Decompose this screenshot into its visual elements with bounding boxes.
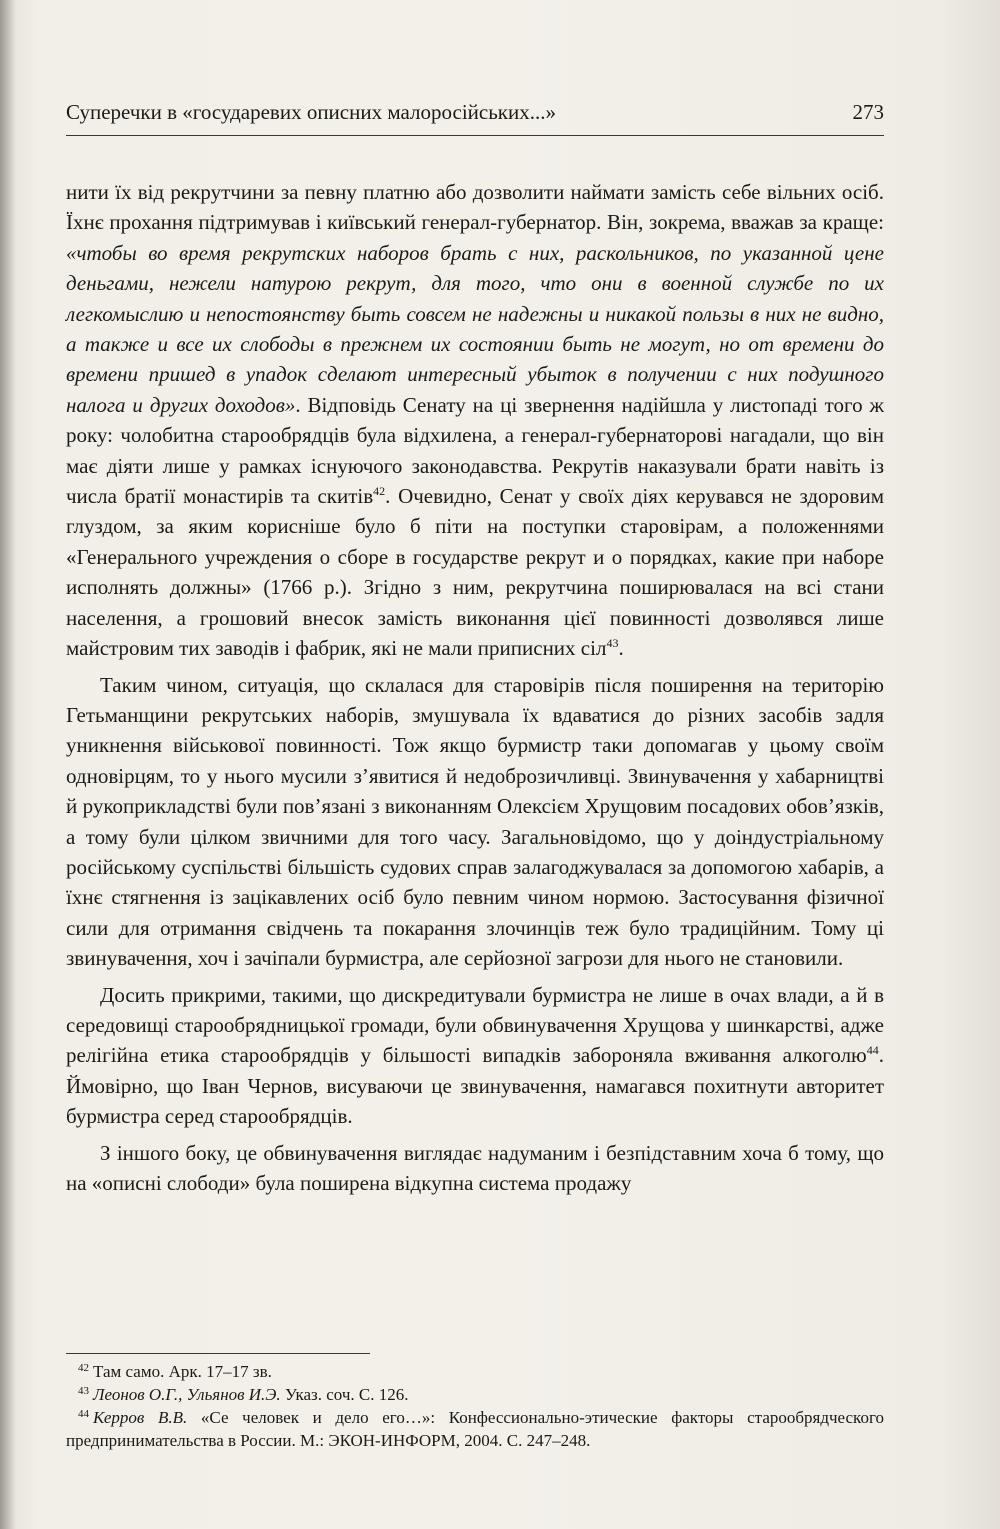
page-spine-shadow [0, 0, 16, 1529]
paragraph-1: нити їх від рекрутчини за певну платню або дозволити наймати замість себе вільних осіб. Їхнє прохання підтримував і київський генерал-губернатор. Він, зокрема, вважав за краще: «чтобы во время рекрутских наборов брать с них, раскольников, по указанной цене деньгами, нежели натурою рекрут, для того, что они в военной службе по их легкомыслию и непостоянству быть совсем не надежны и никакой пользы в них не видно, а также и все их слободы в прежнем их состоянии быть не могут, но от времени до времени пришед в упадок сделают интересный убыток в получении с них подушного налога и других доходов». Відповідь Сенату на ці звернення надійшла у листопаді того ж року: чолобитна старообрядців була відхилена, а генерал-губернаторові нагадали, що він має діяти лише у рамках існуючого законодавства. Рекрутів наказували брати навіть із числа братії монастирів та скитів$^{42}$. Очевидно, Сенат у своїх діях керувався не здоровим глуздом, за яким кориснішe було б піти на поступки старовірам, а положеннями «Генерального учреждения о сборе в государстве рекрут и о порядках, какие при наборе исполнять должны» (1766 р.). Згідно з ним, рекрутчина поширювалася на всі стани населення, а грошовий внесок замість виконання цієї повинності дозволявся лише майстровим тих заводів і фабрик, які не мали приписних сіл$^{43}$. [66, 180, 884, 661]
paragraph-4: З іншого боку, це обвинувачення виглядає надуманим і безпідставним хоча б тому, що на «описні слободи» була поширена відкупна система продажу [66, 1140, 884, 1195]
paragraph-3: Досить прикрими, такими, що дискредитували бурмистра не лише в очах влади, а й в середовищі старообрядницької громади, були обвинувачення Хрущова у шинкарстві, адже релігійна етика старообрядців у більшості випадків забороняла вживання алкоголю$^{44}$. Ймовірно, що Іван Чернов, висуваючи це звинувачення, намагався похитнути авторитет бурмистра серед старообрядців. [66, 982, 884, 1129]
footnote-ref-42[interactable]: 42 [373, 484, 386, 499]
footnotes [66, 1360, 884, 1452]
page-number: 273 [852, 100, 884, 124]
main-text [66, 177, 884, 1198]
running-header [66, 100, 884, 136]
header-rule [66, 135, 884, 136]
footnote-ref-44[interactable]: 44 [866, 1043, 879, 1058]
footnote-rule [66, 1353, 370, 1354]
footnote-42: $^{42}$ Там само. Арк. 17–17 зв. [78, 1362, 272, 1381]
quotation: «чтобы во время рекрутских наборов брать с них, раскольников, по указанной цене деньгами, нежели натурою рекрут, для того, что они в военной службе по их легкомыслию и непостоянству быть совсем не надежны и никакой пользы в них не видно, а также и все их слободы в прежнем их состоянии быть не могут, но от времени до времени пришед в упадок сделают интересный убыток в получении с них подушного налога и других доходов» [66, 240, 884, 417]
footnote-44: $^{44}$ Керров В.В. «Се человек и дело его…»: Конфессионально-этические факторы старообрядческого предпринимательства в России. М.: ЭКОН-ИНФОРМ, 2004. С. 247–248. [66, 1408, 884, 1450]
running-title: Суперечки в «государевих описних малоросійських...» [66, 100, 556, 124]
paragraph-2: Таким чином, ситуація, що склалася для старовірів після поширення на територію Гетьманщини рекрутських наборів, змушувала їх вдаватися до різних засобів задля уникнення військової повинності. Тож якщо бурмистр таки допомагав у цьому своїм одновірцям, то у нього мусили з’явитися й недоброзичливці. Звинувачення у хабарництві й рукоприкладстві були пов’язані з виконанням Олексієм Хрущовим посадових обов’язків, а тому були цілком звичними для того часу. Загальновідомо, що у доіндустріальному російському суспільстві більшість судових справ залагоджувалася за допомогою хабарів, а їхнє стягнення із зацікавлених осіб було певним чином нормою. Застосування фізичної сили для отримання свідчень та покарання злочинців теж було традиційним. Тому ці звинувачення, хоч і зачіпали бурмистра, але серйозної загрози для нього не становили. [66, 672, 884, 971]
footnote-43: $^{43}$ Леонов О.Г., Ульянов И.Э. Указ. соч. С. 126. [78, 1385, 409, 1404]
footnote-ref-43[interactable]: 43 [606, 636, 619, 651]
